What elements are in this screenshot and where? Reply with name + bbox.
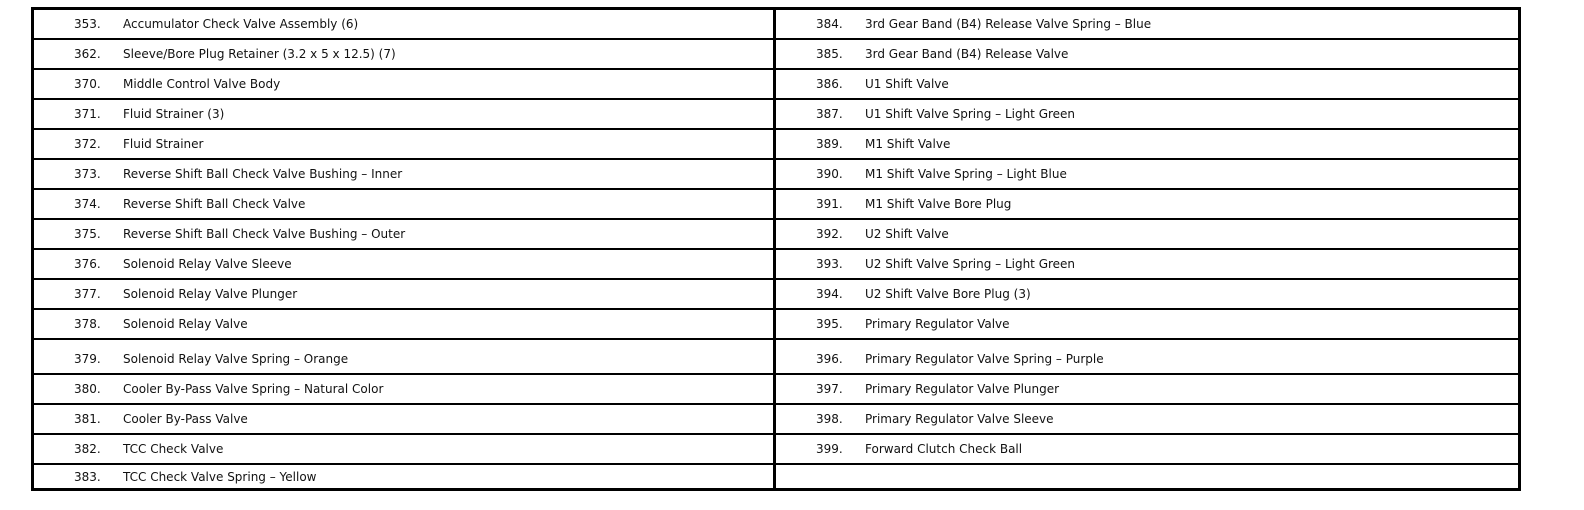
table-row	[776, 40, 1518, 70]
table-row	[776, 435, 1518, 465]
part-description: Middle Control Valve Body	[123, 77, 281, 91]
part-description: 3rd Gear Band (B4) Release Valve	[865, 47, 1069, 61]
part-description: Accumulator Check Valve Assembly (6)	[123, 17, 359, 31]
part-description: U1 Shift Valve Spring – Light Green	[865, 107, 1076, 121]
part-number: 353.	[74, 17, 101, 31]
part-description: Fluid Strainer	[123, 137, 204, 151]
part-number: 395.	[816, 317, 843, 331]
table-row-empty	[776, 465, 1518, 488]
part-number: 383.	[74, 469, 101, 484]
part-number: 394.	[816, 287, 843, 301]
part-number: 370.	[74, 77, 101, 91]
table-row	[34, 190, 773, 220]
part-description: Fluid Strainer (3)	[123, 107, 225, 121]
part-number: 389.	[816, 137, 843, 151]
table-row	[776, 310, 1518, 340]
part-number: 387.	[816, 107, 843, 121]
part-number: 391.	[816, 197, 843, 211]
part-description: U2 Shift Valve Bore Plug (3)	[865, 287, 1031, 301]
part-description: Reverse Shift Ball Check Valve Bushing – Outer	[123, 227, 406, 241]
part-description: Primary Regulator Valve Sleeve	[865, 412, 1054, 426]
part-number: 362.	[74, 47, 101, 61]
table-row	[34, 310, 773, 340]
part-description: Sleeve/Bore Plug Retainer (3.2 x 5 x 12.5) (7)	[123, 47, 396, 61]
part-number: 378.	[74, 317, 101, 331]
table-row	[34, 40, 773, 70]
part-description: TCC Check Valve	[123, 442, 224, 456]
part-description: Primary Regulator Valve Plunger	[865, 382, 1060, 396]
part-number: 373.	[74, 167, 101, 181]
table-row	[776, 375, 1518, 405]
part-description: Solenoid Relay Valve	[123, 317, 248, 331]
table-row	[34, 250, 773, 280]
part-description: Reverse Shift Ball Check Valve	[123, 197, 306, 211]
part-number: 381.	[74, 412, 101, 426]
part-description: Cooler By-Pass Valve Spring – Natural Color	[123, 382, 384, 396]
table-row	[34, 375, 773, 405]
part-number: 379.	[74, 351, 101, 366]
parts-column-left	[34, 10, 776, 488]
part-number: 386.	[816, 77, 843, 91]
part-description: U2 Shift Valve Spring – Light Green	[865, 257, 1076, 271]
part-number: 377.	[74, 287, 101, 301]
part-description: 3rd Gear Band (B4) Release Valve Spring – Blue	[865, 17, 1152, 31]
table-row	[34, 10, 773, 40]
part-number: 371.	[74, 107, 101, 121]
table-row	[34, 70, 773, 100]
part-number: 380.	[74, 382, 101, 396]
table-row	[776, 130, 1518, 160]
part-number: 384.	[816, 17, 843, 31]
table-row	[34, 465, 773, 488]
parts-column-right	[776, 10, 1518, 488]
table-row	[776, 405, 1518, 435]
table-row	[34, 220, 773, 250]
table-row	[776, 340, 1518, 375]
part-description: Forward Clutch Check Ball	[865, 442, 1023, 456]
part-description: U2 Shift Valve	[865, 227, 949, 241]
table-row	[34, 280, 773, 310]
table-row	[776, 160, 1518, 190]
table-row	[34, 340, 773, 375]
parts-legend-table	[31, 7, 1521, 491]
table-row	[34, 130, 773, 160]
part-number: 390.	[816, 167, 843, 181]
part-description: M1 Shift Valve Spring – Light Blue	[865, 167, 1067, 181]
part-number: 399.	[816, 442, 843, 456]
part-number: 385.	[816, 47, 843, 61]
part-description: Cooler By-Pass Valve	[123, 412, 248, 426]
part-number: 398.	[816, 412, 843, 426]
part-description: TCC Check Valve Spring – Yellow	[123, 469, 317, 484]
part-number: 372.	[74, 137, 101, 151]
part-number: 396.	[816, 351, 843, 366]
table-row	[776, 190, 1518, 220]
part-number: 374.	[74, 197, 101, 211]
table-row	[34, 435, 773, 465]
table-row	[34, 100, 773, 130]
part-number: 393.	[816, 257, 843, 271]
table-row	[776, 10, 1518, 40]
part-number: 375.	[74, 227, 101, 241]
part-description: Primary Regulator Valve Spring – Purple	[865, 351, 1104, 366]
part-description: Solenoid Relay Valve Plunger	[123, 287, 298, 301]
table-row	[776, 70, 1518, 100]
part-description: Solenoid Relay Valve Sleeve	[123, 257, 292, 271]
part-description: Reverse Shift Ball Check Valve Bushing – Inner	[123, 167, 403, 181]
part-description: U1 Shift Valve	[865, 77, 949, 91]
table-row	[776, 250, 1518, 280]
table-row	[776, 100, 1518, 130]
part-description: M1 Shift Valve	[865, 137, 951, 151]
table-row	[776, 220, 1518, 250]
part-description: Primary Regulator Valve	[865, 317, 1010, 331]
part-number: 397.	[816, 382, 843, 396]
part-number: 392.	[816, 227, 843, 241]
part-description: M1 Shift Valve Bore Plug	[865, 197, 1012, 211]
table-row	[34, 405, 773, 435]
part-number: 382.	[74, 442, 101, 456]
part-number: 376.	[74, 257, 101, 271]
part-description: Solenoid Relay Valve Spring – Orange	[123, 351, 349, 366]
table-row	[34, 160, 773, 190]
table-row	[776, 280, 1518, 310]
